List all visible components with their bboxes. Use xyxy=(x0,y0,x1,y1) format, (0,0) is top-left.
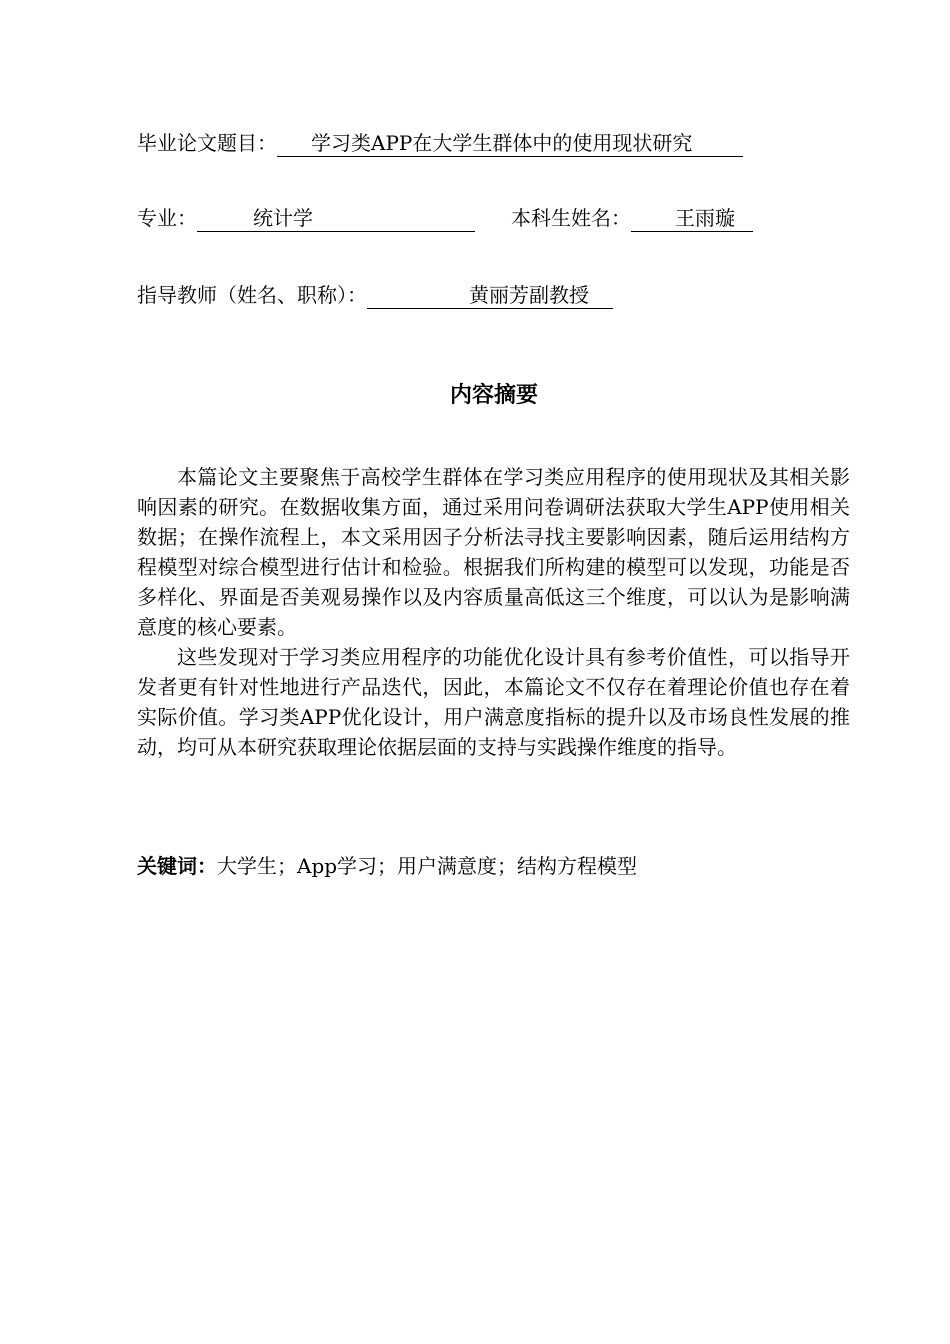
thesis-title-label: 毕业论文题目： xyxy=(137,131,277,155)
abstract-body xyxy=(137,462,850,762)
major-student-row xyxy=(137,204,753,232)
keywords-line xyxy=(137,851,637,881)
thesis-title-row xyxy=(137,129,743,157)
abstract-paragraph-1: 本篇论文主要聚焦于高校学生群体在学习类应用程序的使用现状及其相关影响因素的研究。在数据收集方面，通过采用问卷调研法获取大学生APP使用相关数据；在操作流程上，本文采用因子分析法寻找主要影响因素，随后运用结构方程模型对综合模型进行估计和检验。根据我们所构建的模型可以发现，功能是否多样化、界面是否美观易操作以及内容质量高低这三个维度，可以认为是影响满意度的核心要素。 xyxy=(137,465,850,639)
thesis-title-value: 学习类APP在大学生群体中的使用现状研究 xyxy=(277,131,743,157)
abstract-heading: 内容摘要 xyxy=(449,383,538,408)
advisor-value: 黄丽芳副教授 xyxy=(367,283,613,309)
abstract-paragraph-2: 这些发现对于学习类应用程序的功能优化设计具有参考价值性，可以指导开发者更有针对性地进行产品迭代，因此，本篇论文不仅存在着理论价值也存在着实际价值。学习类APP优化设计，用户满意度指标的提升以及市场良性发展的推动，均可从本研究获取理论依据层面的支持与实践操作维度的指导。 xyxy=(137,645,850,759)
student-name-label: 本科生姓名： xyxy=(511,206,631,230)
keywords-label: 关键词： xyxy=(137,854,217,878)
student-name-value: 王雨璇 xyxy=(631,206,753,232)
advisor-row xyxy=(137,281,613,309)
keywords-value: 大学生；App学习；用户满意度；结构方程模型 xyxy=(217,854,638,878)
advisor-label: 指导教师（姓名、职称）： xyxy=(137,283,367,307)
major-label: 专业： xyxy=(137,206,197,230)
major-value: 统计学 xyxy=(197,206,475,232)
